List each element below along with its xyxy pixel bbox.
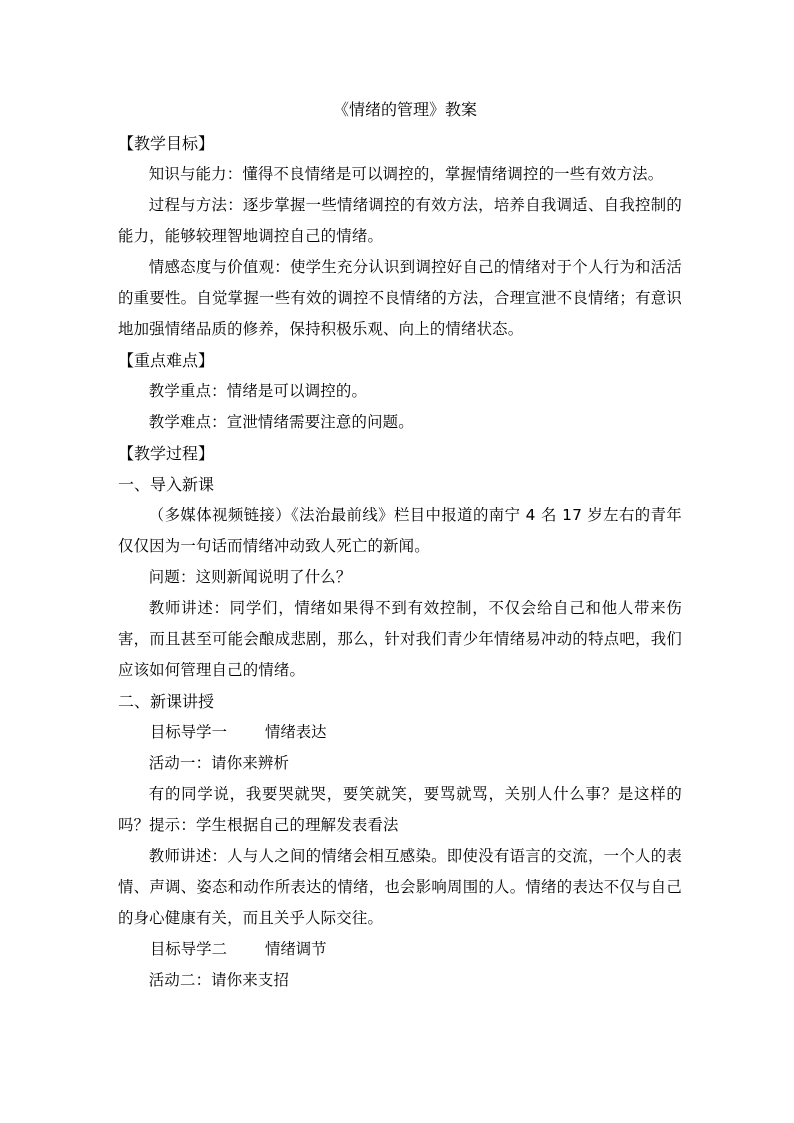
goal-1-label: 目标导学一 bbox=[150, 723, 227, 741]
objective-process: 过程与方法：逐步掌握一些情绪调控的有效方法，培养自我调适、自我控制的能力，能够较理智地调控自己的情绪。 bbox=[118, 196, 682, 245]
keypoint-focus: 教学重点：情绪是可以调控的。 bbox=[148, 382, 368, 400]
heading-process: 【教学过程】 bbox=[118, 444, 215, 463]
section-intro-title: 一、导入新课 bbox=[118, 475, 215, 494]
keypoint-difficulty: 教学难点：宣泄情绪需要注意的问题。 bbox=[148, 413, 414, 431]
goal-1 bbox=[118, 717, 682, 748]
intro-teacher-narration: 教师讲述：同学们，情绪如果得不到有效控制，不仅会给自己和他人带来伤害，而且甚至可能会酿成悲剧，那么，针对我们青少年情绪易冲动的特点吧，我们应该如何管理自己的情绪。 bbox=[118, 599, 682, 679]
document-title: 《情绪的管理》教案 bbox=[332, 100, 477, 119]
goal-2-topic: 情绪调节 bbox=[264, 940, 327, 958]
intro-question: 问题：这则新闻说明了什么？ bbox=[148, 568, 352, 586]
heading-keypoints: 【重点难点】 bbox=[118, 351, 215, 370]
heading-objectives: 【教学目标】 bbox=[118, 134, 215, 153]
goal-2-label: 目标导学二 bbox=[150, 940, 227, 958]
objective-emotion: 情感态度与价值观：使学生充分认识到调控好自己的情绪对于个人行为和活活的重要性。自觉掌握一些有效的调控不良情绪的方法，合理宣泄不良情绪；有意识地加强情绪品质的修养，保持积极乐观、向上的情绪状态。 bbox=[118, 258, 682, 338]
activity-1-title: 活动一：请你来辨析 bbox=[148, 754, 290, 772]
section-new-lesson-title: 二、新课讲授 bbox=[118, 692, 215, 711]
goal-1-topic: 情绪表达 bbox=[264, 723, 327, 741]
teacher-narration-2: 教师讲述：人与人之间的情绪会相互感染。即使没有语言的交流，一个人的表情、声调、姿态和动作所表达的情绪，也会影响周围的人。情绪的表达不仅与自己的身心健康有关，而且关乎人际交往。 bbox=[118, 847, 682, 927]
goal-2 bbox=[118, 934, 682, 965]
intro-paragraph-1: （多媒体视频链接）《法治最前线》栏目中报道的南宁 4 名 17 岁左右的青年仅仅因为一句话而情绪冲动致人死亡的新闻。 bbox=[118, 506, 682, 555]
objective-knowledge: 知识与能力：懂得不良情绪是可以调控的，掌握情绪调控的一些有效方法。 bbox=[148, 165, 664, 183]
activity-1-paragraph: 有的同学说，我要哭就哭，要笑就笑，要骂就骂，关别人什么事？是这样的吗？提示：学生根据自己的理解发表看法 bbox=[118, 785, 682, 834]
activity-2-title: 活动二：请你来支招 bbox=[148, 971, 290, 989]
